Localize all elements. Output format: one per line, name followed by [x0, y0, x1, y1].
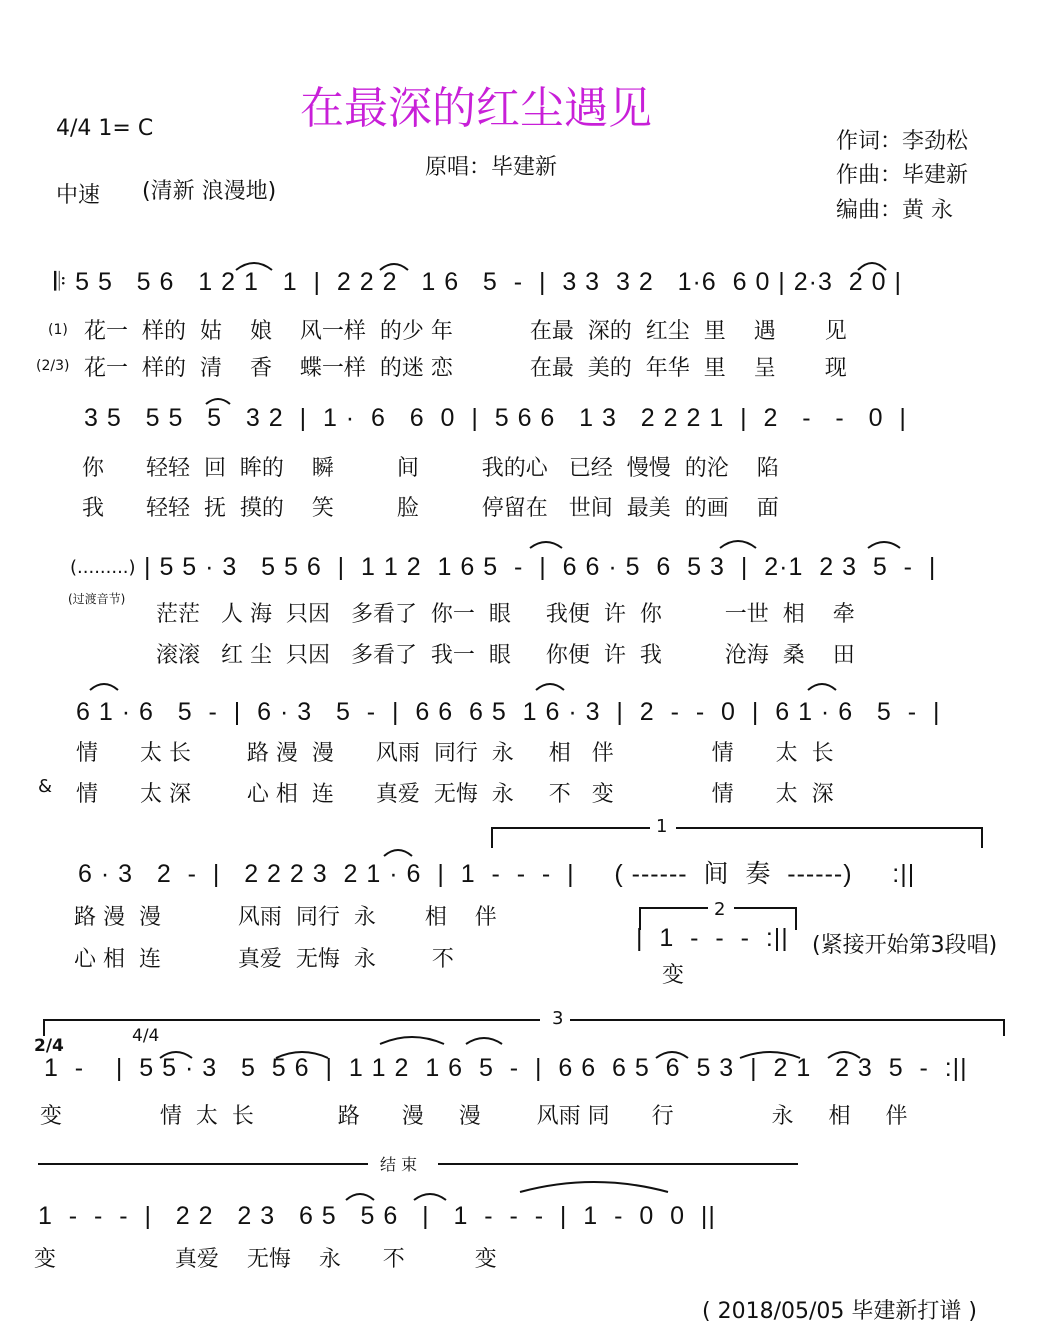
volta-3-label: 3 [552, 1008, 564, 1029]
volta-2-label: 2 [714, 899, 726, 920]
notation-row-2: 3 5 5 5 5 3 2 | 1 · 6 6 0 | 5 6 6 1 3 2 2 2 1 | 2 - - 0 | [84, 404, 907, 432]
slur [160, 1052, 192, 1058]
segno-mark: & [38, 776, 53, 797]
verse-mark-1: (1) [48, 322, 68, 338]
notation-row-5: 6 · 3 2 - | 2 2 2 3 2 1 · 6 | 1 - - - | ( ------ 间 奏 ------) :|| [78, 860, 916, 888]
notation-row-4: 6 1 · 6 5 - | 6 · 3 5 - | 6 6 6 5 1 6 · 3 | 2 - - 0 | 6 1 · 6 5 - | [76, 698, 941, 726]
slur [536, 684, 564, 690]
lyric-row-1a: 花一 样的 姑 娘 风一样 的少 年 在最 深的 红尘 里 遇 见 [84, 319, 847, 344]
lyric-row-4b: 情 太 深 心 相 连 真爱 无悔 永 不 变 情 太 深 [76, 782, 834, 807]
notation-row-6: 1 - | 5 5 · 3 5 5 6 | 1 1 2 1 6 5 - | 6 6 6 5 6 5 3 | 2 1 2 3 5 - :|| [44, 1054, 968, 1082]
volta-2-lyric: 变 [662, 963, 685, 988]
volta-1-label: 1 [656, 816, 668, 837]
slur [380, 1037, 444, 1044]
mood-marking: (清新 浪漫地) [142, 179, 277, 204]
notation-row-1: 𝄆 5 5 5 6 1 2 1 1 | 2 2 2 1 6 5 - | 3 3 3 2 1·6 6 0 | 2·3 2 0 | [54, 268, 902, 296]
slur [380, 264, 408, 270]
transition-note: (过渡音节) [68, 592, 126, 606]
slur [858, 263, 886, 270]
time-change-2-4: 2/4 [34, 1036, 64, 1056]
time-change-4-4: 4/4 [132, 1026, 160, 1046]
original-singer: 原唱：毕建新 [425, 155, 558, 180]
volta-2-note: (紧接开始第3段唱) [812, 933, 998, 958]
slur [720, 541, 756, 548]
slur [206, 399, 230, 404]
slur [520, 1182, 668, 1192]
slur [414, 1194, 446, 1200]
footer-credit: ( 2018/05/05 毕建新打谱 ) [702, 1299, 977, 1324]
slur [276, 1052, 328, 1058]
slur [466, 1038, 502, 1044]
lyric-row-1b: 花一 样的 清 香 蝶一样 的迷 恋 在最 美的 年华 里 呈 现 [84, 356, 847, 381]
slur [868, 542, 900, 548]
lyric-row-7: 变 真爱 无悔 永 不 变 [34, 1247, 497, 1272]
lyric-row-6: 变 情 太 长 路 漫 漫 风雨 同 行 永 相 伴 [40, 1104, 908, 1129]
song-title: 在最深的红尘遇见 [300, 83, 652, 134]
slur [828, 1052, 860, 1058]
lyric-row-4a: 情 太 长 路 漫 漫 风雨 同行 永 相 伴 情 太 长 [76, 741, 834, 766]
tempo-marking: 中速 [56, 183, 101, 208]
slur [346, 1194, 374, 1200]
volta-1-bracket [492, 828, 982, 848]
volta-2-bracket [640, 908, 796, 930]
lyric-row-3a: 茫茫 人 海 只因 多看了 你一 眼 我便 许 你 一世 相 牵 [156, 602, 855, 627]
slur [90, 684, 118, 690]
lyric-row-2a: 你 轻轻 回 眸的 瞬 间 我的心 已经 慢慢 的沦 陷 [82, 456, 779, 481]
notation-row-3: | 5 5 · 3 5 5 6 | 1 1 2 1 6 5 - | 6 6 · 5 6 5 3 | 2·1 2 3 5 - | [144, 553, 937, 581]
verse-mark-2: (2/3) [36, 358, 70, 374]
lyric-row-2b: 我 轻轻 抚 摸的 笑 脸 停留在 世间 最美 的画 面 [82, 496, 779, 521]
coda-ending-label: 结 束 [380, 1155, 418, 1174]
transition-prefix: (.........) [70, 557, 136, 578]
lyricist-credit: 作词：李劲松 [836, 129, 969, 154]
slur [530, 542, 562, 548]
composer-credit: 作曲：毕建新 [836, 163, 969, 188]
lyric-row-5a: 路 漫 漫 风雨 同行 永 相 伴 [74, 905, 497, 930]
lyric-row-3b: 滚滚 红 尘 只因 多看了 我一 眼 你便 许 我 沧海 桑 田 [156, 643, 855, 668]
time-key-signature: 4/4 1= C [56, 116, 154, 141]
notation-row-7: 1 - - - | 2 2 2 3 6 5 5 6 | 1 - - - | 1 - 0 0 || [38, 1202, 716, 1230]
volta-2-notation: | 1 - - - :|| [636, 924, 789, 952]
slur [236, 263, 272, 270]
slur [740, 1052, 800, 1058]
slur [808, 684, 836, 690]
slur [384, 850, 412, 856]
slur [656, 1052, 688, 1058]
lyric-row-5b: 心 相 连 真爱 无悔 永 不 [74, 947, 454, 972]
arranger-credit: 编曲：黄 永 [836, 198, 953, 223]
volta-3-bracket [44, 1020, 1004, 1036]
